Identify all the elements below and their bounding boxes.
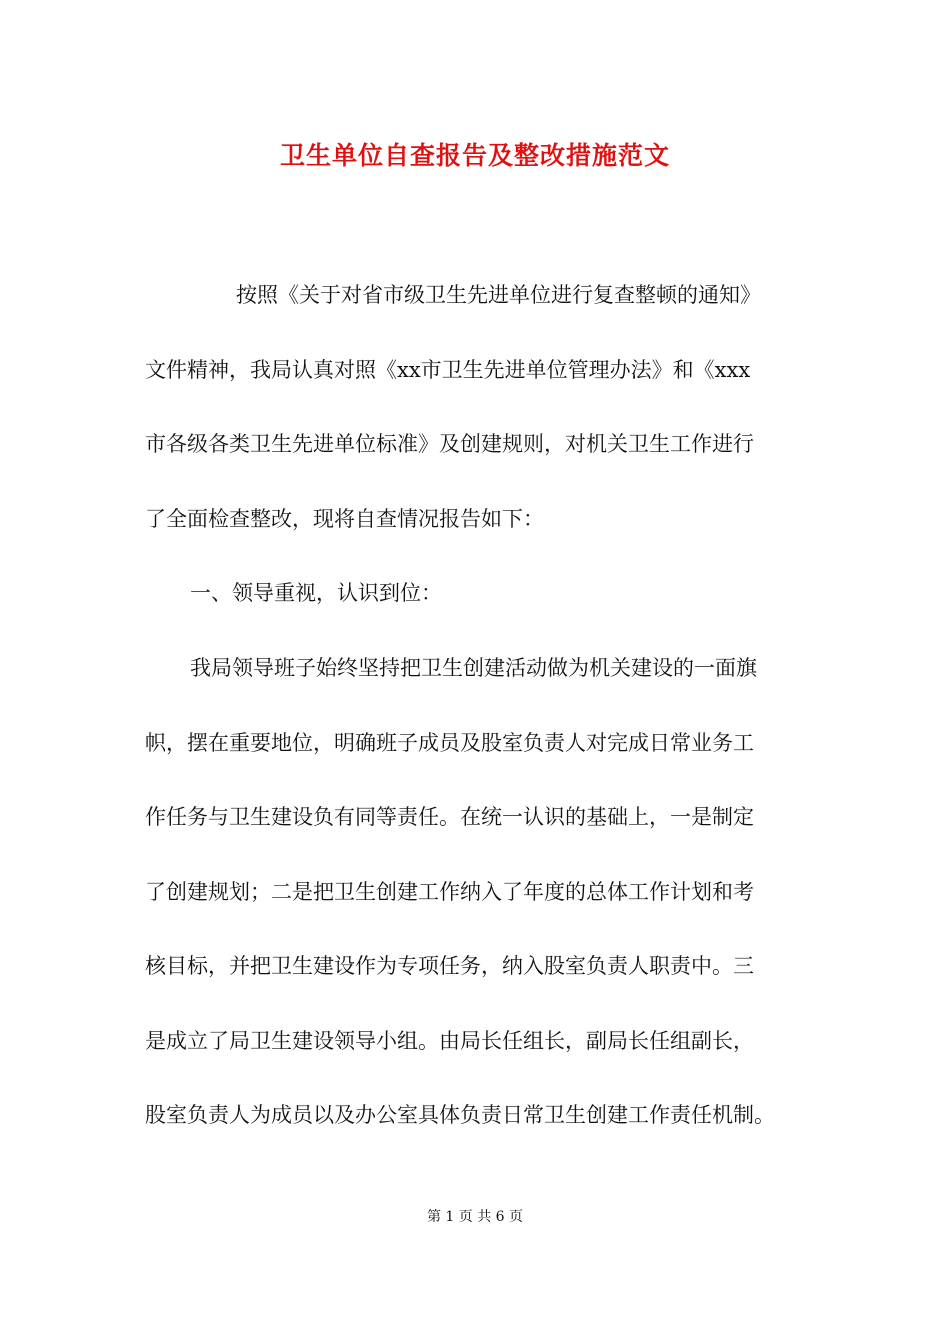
body-line-7: 帜，摆在重要地位，明确班子成员及股室负责人对完成日常业务工	[145, 731, 754, 755]
body-line-8: 作任务与卫生建设负有同等责任。在统一认识的基础上，一是制定	[145, 805, 754, 829]
body-line-1: 按照《关于对省市级卫生先进单位进行复查整顿的通知》	[236, 283, 761, 307]
section-heading-1: 一、领导重视，认识到位：	[190, 581, 442, 605]
body-line-12: 股室负责人为成员以及办公室具体负责日常卫生创建工作责任机制。	[145, 1103, 775, 1127]
body-line-2: 文件精神，我局认真对照《xx市卫生先进单位管理办法》和《xxx	[145, 358, 751, 382]
body-line-9: 了创建规划；二是把卫生创建工作纳入了年度的总体工作计划和考	[145, 880, 754, 904]
page-number-footer: 第 1 页 共 6 页	[426, 1209, 524, 1225]
body-line-10: 核目标，并把卫生建设作为专项任务，纳入股室负责人职责中。三	[145, 954, 754, 978]
body-line-6: 我局领导班子始终坚持把卫生创建活动做为机关建设的一面旗	[190, 656, 757, 680]
body-line-4: 了全面检查整改，现将自查情况报告如下：	[145, 507, 544, 531]
body-line-11: 是成立了局卫生建设领导小组。由局长任组长，副局长任组副长，	[145, 1029, 754, 1053]
body-line-3: 市各级各类卫生先进单位标准》及创建规则，对机关卫生工作进行	[145, 432, 754, 456]
document-title: 卫生单位自查报告及整改措施范文	[279, 141, 670, 170]
